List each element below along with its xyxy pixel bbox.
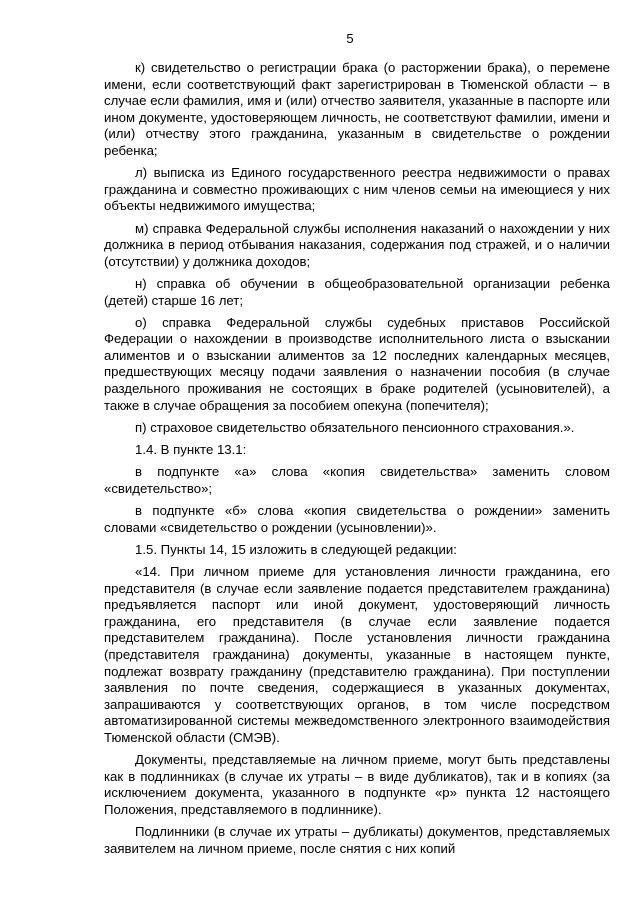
paragraph-documents: Документы, представляемые на личном приеме, могут быть представлены как в подлинниках (в случае их утраты – в виде дубликатов), так и в копиях (за исключением документа, указанного в подпункте «р» пункта 12 настоящего Положения, представляемого в подлиннике). [104, 752, 610, 817]
paragraph-k: к) свидетельство о регистрации брака (о расторжении брака), о перемене имени, если соответствующий факт зарегистрирован в Тюменской области – в случае если фамилия, имя и (или) отчество заявителя, указанные в паспорте или ином документе, удостоверяющем личность, не соответствуют фамилии, имени и (или) отчеству этого гражданина, указанным в свидетельстве о рождении ребенка; [104, 60, 610, 158]
paragraph-1-5: 1.5. Пункты 14, 15 изложить в следующей редакции: [135, 541, 457, 557]
paragraph-p: п) страховое свидетельство обязательного пенсионного страхования.». [135, 419, 575, 435]
paragraph-o: о) справка Федеральной службы судебных приставов Российской Федерации о нахождении в производстве исполнительного листа о взыскании алиментов и о взыскании алиментов за 12 последних календарных месяцев, предшествующих месяцу подачи заявления о назначении пособия (в случае раздельного проживания не состоящих в браке родителей (усыновителей), а также в случае обращения за пособием опекуна (попечителя); [104, 314, 610, 413]
document-body [104, 60, 610, 857]
paragraph-subpoint-a: в подпункте «а» слова «копия свидетельства» заменить словом «свидетельство»; [104, 464, 610, 496]
paragraph-1-4: 1.4. В пункте 13.1: [135, 442, 247, 458]
paragraph-m: м) справка Федеральной службы исполнения наказаний о нахождении у них должника в период отбывания наказания, содержания под стражей, и о наличии (отсутствии) у должника доходов; [104, 220, 610, 269]
paragraph-subpoint-b: в подпункте «б» слова «копия свидетельства о рождении» заменить словами «свидетельство о рождении (усыновлении)». [104, 503, 610, 535]
page-number: 5 [346, 31, 354, 46]
paragraph-14: «14. При личном приеме для установления личности гражданина, его представителя (в случае если заявление подается представителем гражданина) предъявляется паспорт или иной документ, удостоверяющий личность гражданина, его представителя (в случае если заявление подается представителем гражданина). После установления личности гражданина (представителя гражданина) документы, указанные в настоящем пункте, подлежат возврату гражданину (представителю гражданина). При поступлении заявления по почте сведения, содержащиеся в указанных документах, запрашиваются у соответствующих органов, в том числе посредством автоматизированной системы межведомственного электронного взаимодействия Тюменской области (СМЭВ). [104, 563, 610, 745]
paragraph-n: н) справка об обучении в общеобразовательной организации ребенка (детей) старше 16 лет; [104, 275, 610, 308]
paragraph-originals: Подлинники (в случае их утраты – дубликаты) документов, представляемых заявителем на личном приеме, после снятия с них копий [104, 824, 610, 856]
paragraph-l: л) выписка из Единого государственного реестра недвижимости о правах гражданина и совместно проживающих с ним членов семьи на имеющиеся у них объекты недвижимого имущества; [104, 165, 610, 214]
